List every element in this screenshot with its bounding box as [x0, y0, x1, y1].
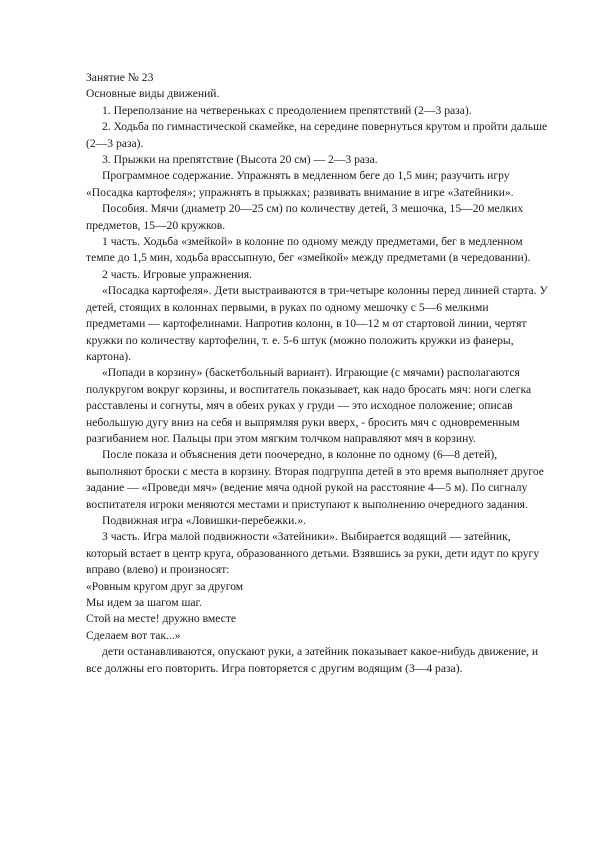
- paragraph-after-demo: После показа и объяснения дети поочередно, в колонне по одному (6—8 детей), выполняют броски с места в корзину. Вторая подгруппа детей в это время выполняет другое задание — «Проведи мяч» (ведение мяча одной рукой на расстояние 4—5 м). По сигналу воспитателя игроки меняются местами и приступают к выполнению очередного задания.: [86, 448, 544, 511]
- poem-line: Стой на месте! дружно вместе: [86, 612, 237, 626]
- paragraph-part-1: 1 часть. Ходьба «змейкой» в колонне по одному между предметами, бег в медленном темпе до 1,5 мин, ходьба врассыпную, бег «змейкой» между предметами (в чередовании).: [86, 235, 531, 265]
- paragraph-program-content: Программное содержание. Упражнять в медленном беге до 1,5 мин; разучить игру «Посадка картофеля»; упражнять в прыжках; развивать внимание в игре «Затейники».: [86, 169, 514, 199]
- paragraph-basket-game: «Попади в корзину» (баскетбольный вариант). Играющие (с мячами) располагаются полукругом вокруг корзины, и воспитатель показывает, как надо бросать мяч: ноги слегка расставлены и согнуты, мяч в обеих руках у груди — это исходное положение; описав небольшую дугу вниз на себя и выпрямляя руки вверх, - бросить мяч с одновременным разгибанием ног. Пальцы при этом мягким толчком направляют мяч в корзину.: [86, 366, 532, 445]
- poem-line: Сделаем вот так...»: [86, 628, 181, 642]
- paragraph-item-1: 1. Переползание на четвереньках с преодолением препятствий (2—3 раза).: [102, 103, 472, 117]
- lesson-title: Занятие № 23: [86, 71, 154, 84]
- paragraph-part-2: 2 часть. Игровые упражнения.: [102, 267, 252, 281]
- paragraph-main-movements: Основные виды движений.: [86, 87, 220, 101]
- paragraph-item-2: 2. Ходьба по гимнастической скамейке, на середине повернуться крутом и пройти дальше (2—3 раза).: [86, 120, 548, 150]
- paragraph-part-3: 3 часть. Игра малой подвижности «Затейники». Выбирается водящий — затейник, который встает в центр круга, образованного детьми. Взявшись за руки, дети идут по кругу вправо (влево) и произносят:: [86, 530, 540, 577]
- paragraph-closing: дети останавливаются, опускают руки, а затейник показывает какое-нибудь движение, и все должны его повторить. Игра повторяется с другим водящим (3—4 раза).: [86, 645, 539, 675]
- paragraph-item-3: 3. Прыжки на препятствие (Высота 20 см) — 2—3 раза.: [102, 153, 378, 167]
- poem-line: Мы идем за шагом шаг.: [86, 596, 202, 609]
- paragraph-potato-game: «Посадка картофеля». Дети выстраиваются в три-четыре колонны перед линией старта. У детей, стоящих в колоннах первыми, в руках по одному мешочку с 5—6 мелкими предметами — картофелинами. Напротив колонн, в 10—12 м от стартовой линии, чертят кружки по количеству картофелин, т. е. 5-6 штук (можно положить кружки из фанеры, картона).: [86, 284, 548, 363]
- paragraph-equipment: Пособия. Мячи (диаметр 20—25 см) по количеству детей, 3 мешочка, 15—20 мелких предметов, 15—20 кружков.: [86, 202, 524, 232]
- document-body: [86, 70, 548, 677]
- poem-line: «Ровным кругом друг за другом: [86, 579, 244, 593]
- paragraph-active-game: Подвижная игра «Ловишки-перебежки.».: [102, 513, 306, 527]
